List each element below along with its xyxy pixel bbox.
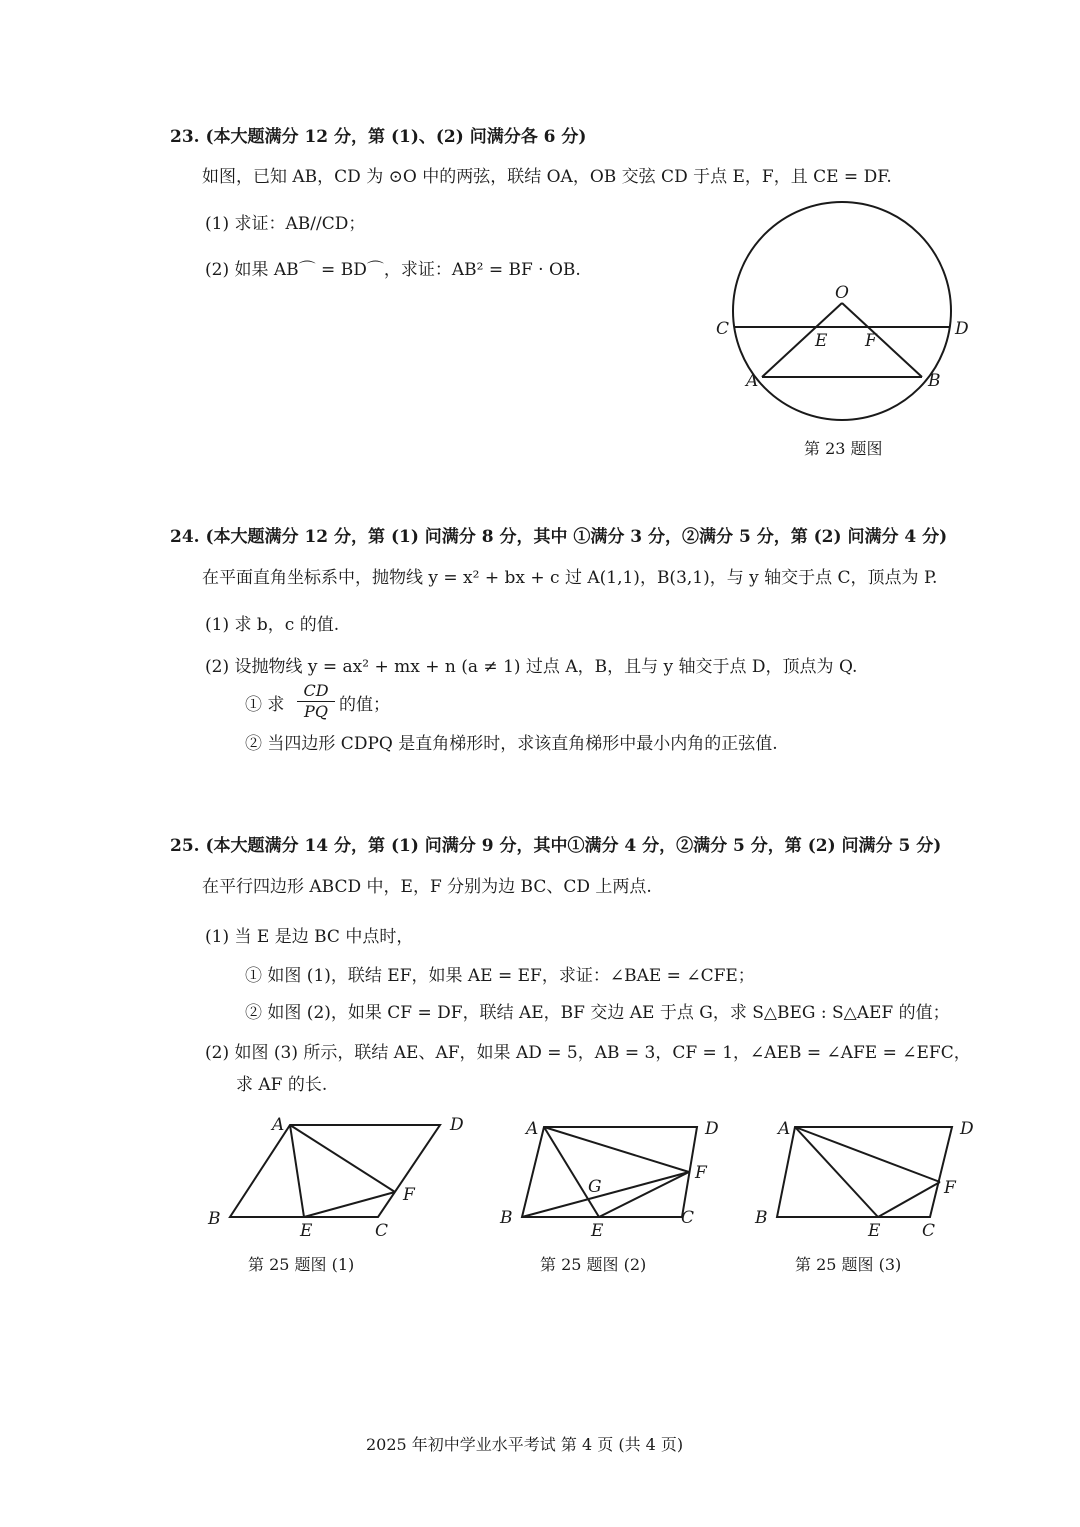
segment-af [544, 1127, 689, 1172]
label-f: F [865, 331, 877, 351]
q25-part1: (1) 当 E 是边 BC 中点时， [205, 927, 414, 947]
q23-part1: (1) 求证：AB//CD； [205, 214, 366, 234]
q25-figure-1 [200, 1110, 490, 1245]
label-e: E [300, 1221, 313, 1241]
q23-part2: (2) 如果 AB⌒ = BD⌒，求证：AB² = BF · OB. [205, 260, 581, 280]
segment-ae [290, 1125, 304, 1217]
q25-sub2: ② 如图 (2)，如果 CF = DF，联结 AE，BF 交边 AE 于点 G，求 S△BEG : S△AEF 的值； [245, 1003, 950, 1023]
circle-o [733, 202, 951, 420]
segment-oa [762, 303, 842, 377]
q24-part2: (2) 设抛物线 y = ax² + mx + n (a ≠ 1) 过点 A，B，且与 y 轴交于点 D，顶点为 Q. [205, 657, 858, 677]
segment-ef [599, 1172, 689, 1217]
q23-figure [716, 200, 980, 430]
q23-figure-caption: 第 23 题图 [804, 439, 883, 458]
label-a: A [746, 371, 759, 391]
segment-ae [795, 1127, 878, 1217]
fraction-numerator: CD [297, 681, 335, 702]
label-d: D [450, 1115, 464, 1135]
q24-header: 24. (本大题满分 12 分，第 (1) 问满分 8 分，其中 ①满分 3 分，②满分 5 分，第 (2) 问满分 4 分) [170, 527, 948, 547]
label-e: E [815, 331, 828, 351]
q25-figure-3-caption: 第 25 题图 (3) [795, 1255, 902, 1274]
q24-stem: 在平面直角坐标系中，抛物线 y = x² + bx + c 过 A(1,1)，B(3,1)，与 y 轴交于点 C，顶点为 P. [202, 568, 938, 588]
label-c: C [716, 319, 730, 339]
page-footer: 2025 年初中学业水平考试 第 4 页 (共 4 页) [366, 1435, 684, 1454]
label-a: A [778, 1119, 791, 1139]
label-f: F [944, 1178, 956, 1198]
q24-sub1-suffix: 的值； [339, 695, 390, 715]
label-c: C [375, 1221, 389, 1241]
q25-part2-line1: (2) 如图 (3) 所示，联结 AE、AF，如果 AD = 5，AB = 3，CF = 1，∠AEB = ∠AFE = ∠EFC， [205, 1043, 971, 1063]
label-a: A [272, 1115, 285, 1135]
q25-figure-1-caption: 第 25 题图 (1) [248, 1255, 355, 1274]
q24-sub2: ② 当四边形 CDPQ 是直角梯形时，求该直角梯形中最小内角的正弦值. [245, 734, 778, 754]
q24-fraction [297, 681, 335, 722]
q25-part2-line2: 求 AF 的长. [236, 1075, 328, 1095]
label-e: E [868, 1221, 881, 1241]
q23-stem: 如图，已知 AB，CD 为 ⊙O 中的两弦，联结 OA，OB 交弦 CD 于点 E，F，且 CE = DF. [202, 167, 892, 187]
label-a: A [526, 1119, 539, 1139]
label-d: D [960, 1119, 974, 1139]
fraction-denominator: PQ [304, 702, 328, 721]
segment-af [290, 1125, 395, 1192]
label-g: G [588, 1177, 602, 1197]
q25-stem: 在平行四边形 ABCD 中，E，F 分别为边 BC、CD 上两点. [202, 877, 652, 897]
segment-af [795, 1127, 940, 1182]
label-b: B [208, 1209, 221, 1229]
q25-figure-2 [495, 1110, 735, 1245]
q24-sub1-prefix: ① 求 [245, 695, 285, 715]
q25-sub1: ① 如图 (1)，联结 EF，如果 AE = EF，求证：∠BAE = ∠CFE； [245, 966, 755, 986]
segment-bf [522, 1172, 689, 1217]
q25-figure-2-caption: 第 25 题图 (2) [540, 1255, 647, 1274]
q24-part1: (1) 求 b，c 的值. [205, 615, 340, 635]
parallelogram-abcd [522, 1127, 697, 1217]
label-f: F [403, 1185, 415, 1205]
label-f: F [695, 1163, 707, 1183]
label-c: C [922, 1221, 936, 1241]
q25-header: 25. (本大题满分 14 分，第 (1) 问满分 9 分，其中①满分 4 分，②满分 5 分，第 (2) 问满分 5 分) [170, 836, 942, 856]
label-b: B [500, 1208, 513, 1228]
label-b: B [928, 371, 941, 391]
segment-ob [842, 303, 922, 377]
label-d: D [705, 1119, 719, 1139]
q25-figure-3 [750, 1110, 990, 1245]
label-c: C [681, 1208, 695, 1228]
label-e: E [591, 1221, 604, 1241]
label-o: O [835, 283, 849, 303]
q23-header: 23. (本大题满分 12 分，第 (1)、(2) 问满分各 6 分) [170, 127, 587, 147]
label-d: D [955, 319, 969, 339]
label-b: B [755, 1208, 768, 1228]
